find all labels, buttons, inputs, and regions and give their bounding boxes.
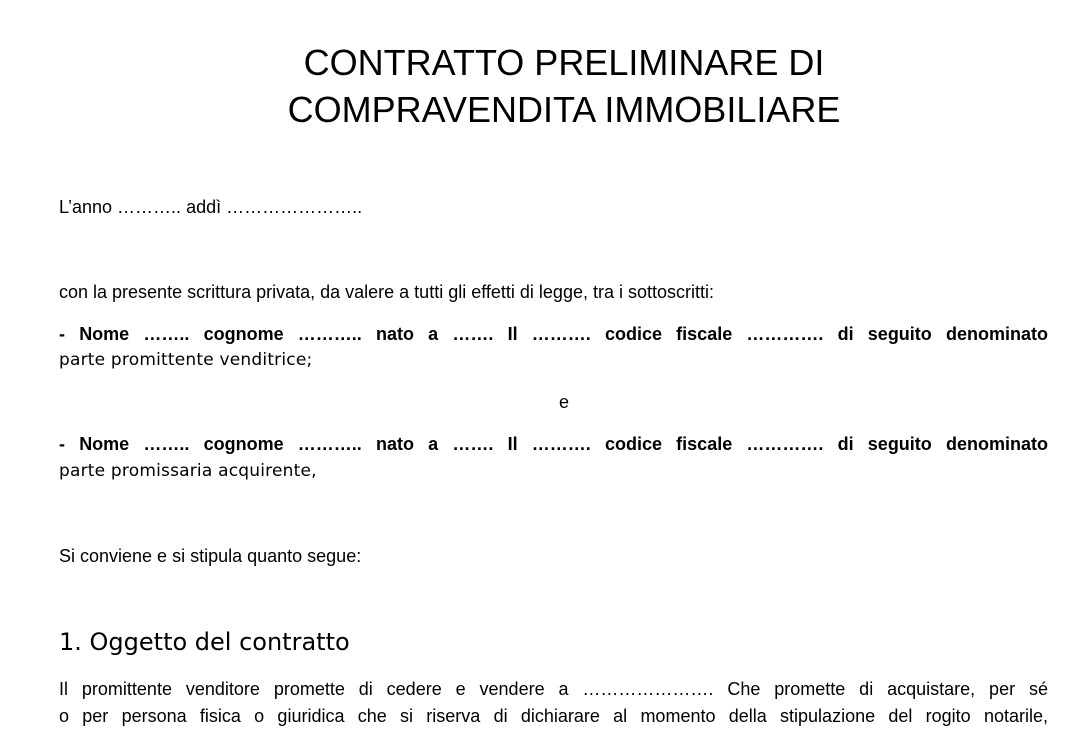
intro-paragraph: con la presente scrittura privata, da valere a tutti gli effetti di legge, tra i sottoscritti: <box>59 282 714 302</box>
party-2-role: parte promissaria acquirente, <box>59 461 317 481</box>
section-1-heading: 1. Oggetto del contratto <box>59 628 350 656</box>
party-2-details: - Nome …….. cognome ……….. nato a ……. Il ………. codice fiscale …………. di seguito denominato <box>59 434 1048 454</box>
document-title-line-1: CONTRATTO PRELIMINARE DI <box>303 42 825 83</box>
date-line: L’anno ……….. addì ………………….. <box>59 197 363 217</box>
agreement-paragraph: Si conviene e si stipula quanto segue: <box>59 546 362 566</box>
party-1-details: - Nome …….. cognome ……….. nato a ……. Il ………. codice fiscale …………. di seguito denominato <box>59 324 1048 344</box>
party-1-role: parte promittente venditrice; <box>59 350 313 370</box>
document-title-line-2: COMPRAVENDITA IMMOBILIARE <box>287 89 841 130</box>
section-1-line-1: Il promittente venditore promette di cedere e vendere a …………………. Che promette di acquistare, per sé <box>59 679 1048 699</box>
party-separator: e <box>558 392 569 412</box>
section-1-line-2: o per persona fisica o giuridica che si riserva di dichiarare al momento della stipulazione del rogito notarile, <box>59 706 1048 726</box>
